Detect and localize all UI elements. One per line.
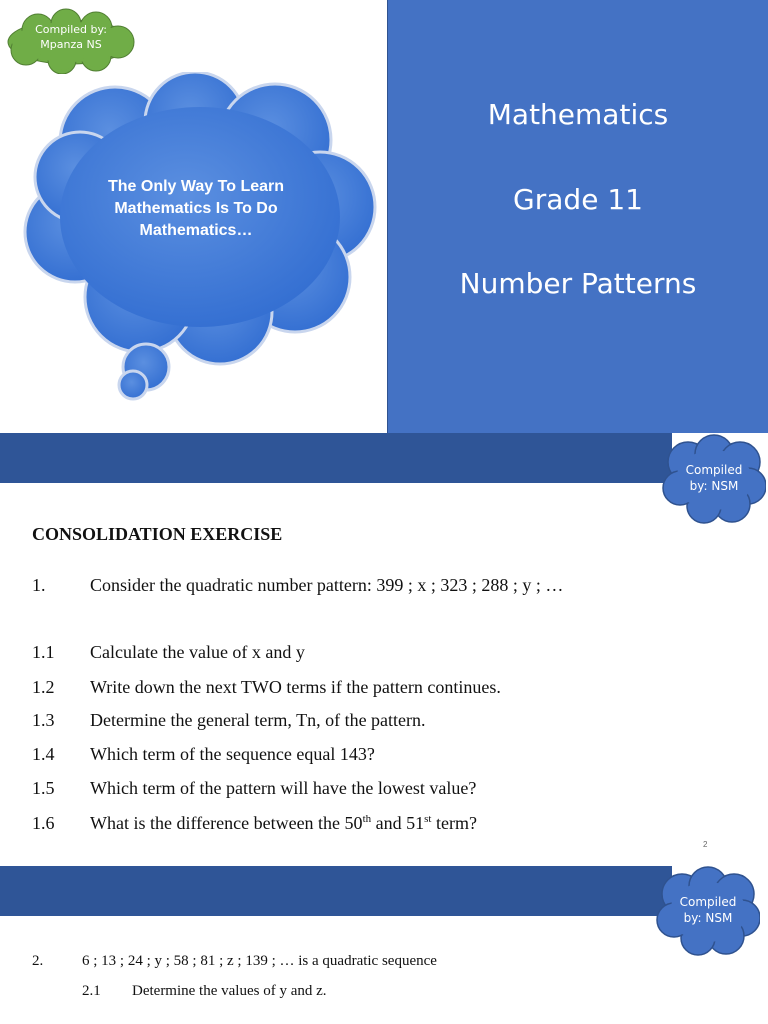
slide3-compiled-line-2: by: NSM: [683, 911, 733, 925]
quote-line-2: Mathematics Is To Do: [114, 200, 278, 217]
q16-sup-th: th: [362, 813, 372, 825]
slide2-compiled-line-2: by: NSM: [689, 479, 739, 493]
subquestion-number: 1.2: [32, 677, 55, 697]
slide3-compiled-text: [656, 894, 760, 926]
question-1-number: 1.: [32, 575, 46, 595]
quote-text: [76, 176, 316, 242]
subquestion-text: Write down the next TWO terms if the pattern continues.: [90, 677, 501, 697]
subquestion-number: 1.1: [32, 642, 55, 662]
question-2-text: 6 ; 13 ; 24 ; y ; 58 ; 81 ; z ; 139 ; … is a quadratic sequence: [82, 953, 437, 969]
subquestion-number: 1.3: [32, 710, 55, 730]
subject-title: Mathematics: [487, 98, 669, 131]
compiled-by-line-1: Compiled by:: [35, 23, 107, 36]
compiled-by-cloud: [0, 8, 142, 74]
slide2-compiled-text: [662, 462, 766, 494]
question-2-1-text: Determine the values of y and z.: [132, 983, 327, 999]
slide3-compiled-line-1: Compiled: [679, 895, 737, 909]
compiled-by-text: [0, 22, 142, 52]
q16-part-a: What is the difference between the 50: [90, 813, 363, 833]
question-2-number: 2.: [32, 953, 44, 969]
quote-line-1: The Only Way To Learn: [107, 178, 285, 195]
quote-thought-cloud: [20, 72, 390, 408]
topic-title: Number Patterns: [459, 267, 697, 300]
subquestion-number: 1.5: [32, 778, 55, 798]
compiled-by-line-2: Mpanza NS: [40, 38, 102, 51]
q16-part-c: term?: [431, 813, 477, 833]
subquestion-text: Determine the general term, Tn, of the pattern.: [90, 710, 426, 730]
subquestion-1-6-text: [90, 813, 477, 834]
q16-sup-st: st: [424, 813, 432, 825]
consolidation-heading: CONSOLIDATION EXERCISE: [32, 524, 283, 544]
slide2-compiled-line-1: Compiled: [685, 463, 743, 477]
question-1-text: Consider the quadratic number pattern: 399 ; x ; 323 ; 288 ; y ; …: [90, 575, 564, 595]
slide2-header-band: [0, 433, 672, 483]
grade-title: Grade 11: [513, 183, 643, 216]
question-2-1-number: 2.1: [82, 983, 101, 999]
subquestion-number: 1.6: [32, 813, 55, 833]
subquestion-number: 1.4: [32, 744, 55, 764]
subquestion-text: Which term of the pattern will have the lowest value?: [90, 778, 477, 798]
slide3-compiled-cloud: [656, 866, 760, 956]
slide3-header-band: [0, 866, 672, 916]
subquestion-text: Which term of the sequence equal 143?: [90, 744, 375, 764]
q16-part-b: and 51: [371, 813, 425, 833]
quote-line-3: Mathematics…: [139, 222, 253, 239]
page-number: 2: [703, 840, 708, 849]
title-slide: [0, 0, 768, 433]
slide2-compiled-cloud: [662, 434, 766, 524]
title-panel: [387, 0, 768, 433]
subquestion-text: Calculate the value of x and y: [90, 642, 305, 662]
